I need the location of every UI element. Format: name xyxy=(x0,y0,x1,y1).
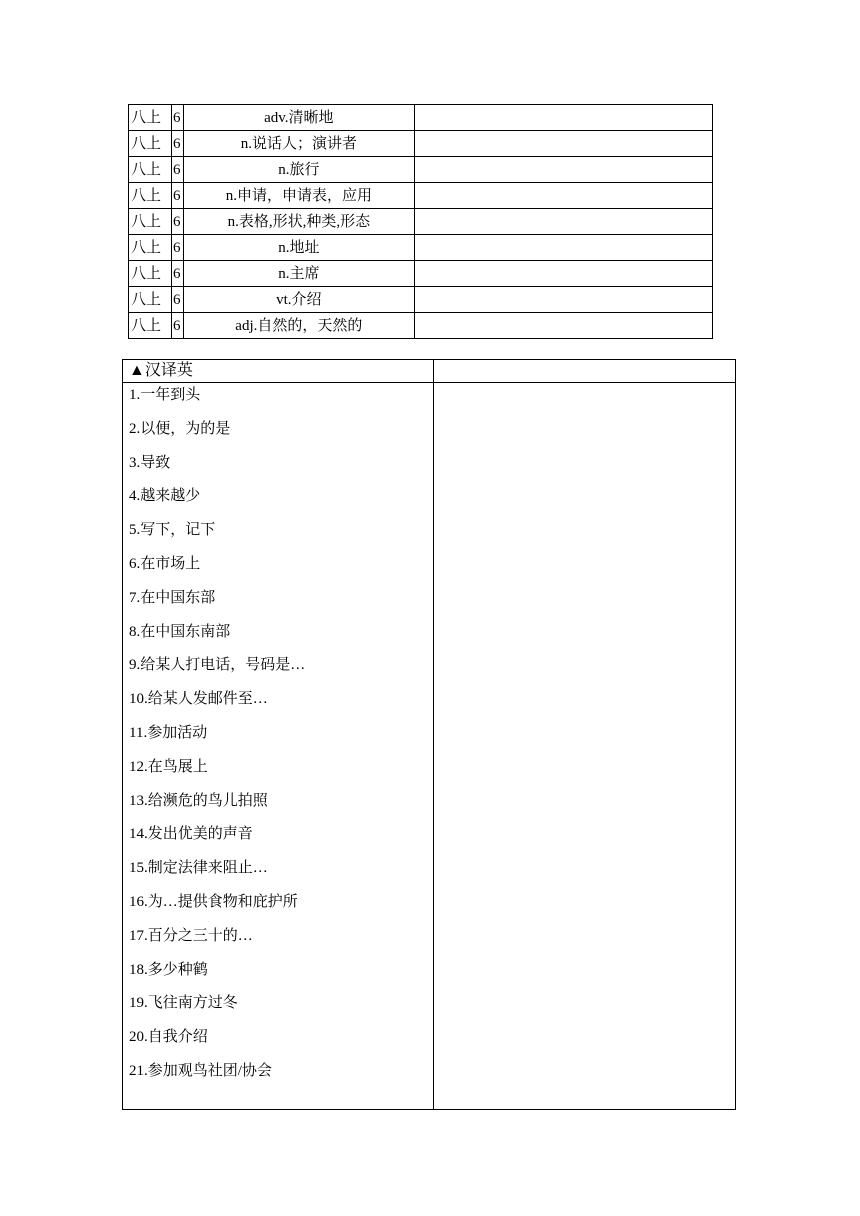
meaning-cell: vt.介绍 xyxy=(183,287,414,313)
phrase-item: 2.以便，为的是 xyxy=(129,420,231,437)
vocabulary-table-body xyxy=(129,105,713,339)
answer-area[interactable] xyxy=(433,383,735,1110)
phrase-item: 1.一年到头 xyxy=(129,387,201,403)
phrase-item: 21.参加观鸟社团/协会 xyxy=(129,1062,272,1079)
phrase-item: 5.写下，记下 xyxy=(129,522,216,539)
vocab-row xyxy=(129,209,713,235)
phrase-item: 16.为…提供食物和庇护所 xyxy=(129,893,298,910)
unit-cell: 6 xyxy=(171,235,183,261)
meaning-cell: n.说话人；演讲者 xyxy=(183,131,414,157)
translation-header-row xyxy=(123,360,736,383)
unit-cell: 6 xyxy=(171,287,183,313)
answer-cell[interactable] xyxy=(414,313,712,339)
answer-cell[interactable] xyxy=(414,157,712,183)
phrase-item: 7.在中国东部 xyxy=(129,589,216,606)
unit-cell: 6 xyxy=(171,131,183,157)
vocab-row xyxy=(129,105,713,131)
translation-header-answer-cell xyxy=(433,360,735,383)
phrase-item: 12.在鸟展上 xyxy=(129,758,208,775)
phrase-item: 10.给某人发邮件至… xyxy=(129,691,268,708)
grade-cell: 八上 xyxy=(129,313,172,339)
grade-cell: 八上 xyxy=(129,157,172,183)
vocab-row xyxy=(129,287,713,313)
grade-cell: 八上 xyxy=(129,261,172,287)
phrase-item: 3.导致 xyxy=(129,454,171,471)
translation-table xyxy=(122,359,736,1110)
meaning-cell: n.申请，申请表，应用 xyxy=(183,183,414,209)
phrase-item: 11.参加活动 xyxy=(129,724,208,741)
phrase-item: 18.多少种鹤 xyxy=(129,961,208,978)
unit-cell: 6 xyxy=(171,157,183,183)
unit-cell: 6 xyxy=(171,313,183,339)
vocab-row xyxy=(129,313,713,339)
grade-cell: 八上 xyxy=(129,131,172,157)
grade-cell: 八上 xyxy=(129,235,172,261)
translation-body-row xyxy=(123,383,736,1110)
phrase-item: 6.在市场上 xyxy=(129,555,201,572)
unit-cell: 6 xyxy=(171,209,183,235)
meaning-cell: adv.清晰地 xyxy=(183,105,414,131)
phrase-item: 19.飞往南方过冬 xyxy=(129,995,238,1012)
vocab-row xyxy=(129,261,713,287)
vocab-row xyxy=(129,183,713,209)
grade-cell: 八上 xyxy=(129,287,172,313)
unit-cell: 6 xyxy=(171,183,183,209)
grade-cell: 八上 xyxy=(129,105,172,131)
grade-cell: 八上 xyxy=(129,209,172,235)
answer-cell[interactable] xyxy=(414,131,712,157)
vocab-row xyxy=(129,131,713,157)
grade-cell: 八上 xyxy=(129,183,172,209)
answer-cell[interactable] xyxy=(414,105,712,131)
unit-cell: 6 xyxy=(171,105,183,131)
answer-cell[interactable] xyxy=(414,183,712,209)
answer-cell[interactable] xyxy=(414,261,712,287)
meaning-cell: n.主席 xyxy=(183,261,414,287)
phrase-item: 15.制定法律来阻止… xyxy=(129,860,268,877)
meaning-cell: adj.自然的，天然的 xyxy=(183,313,414,339)
phrase-item: 20.自我介绍 xyxy=(129,1029,208,1046)
phrase-item: 9.给某人打电话，号码是… xyxy=(129,657,306,674)
answer-cell[interactable] xyxy=(414,287,712,313)
answer-cell[interactable] xyxy=(414,235,712,261)
phrase-item: 17.百分之三十的… xyxy=(129,927,253,944)
phrase-item: 8.在中国东南部 xyxy=(129,623,231,640)
phrase-item: 14.发出优美的声音 xyxy=(129,826,253,843)
meaning-cell: n.地址 xyxy=(183,235,414,261)
unit-cell: 6 xyxy=(171,261,183,287)
meaning-cell: n.表格,形状,种类,形态 xyxy=(183,209,414,235)
vocabulary-table xyxy=(128,104,713,339)
phrase-item: 13.给濒危的鸟儿拍照 xyxy=(129,792,268,809)
phrase-item: 4.越来越少 xyxy=(129,488,201,505)
phrase-list xyxy=(123,383,434,1110)
translation-section-header: ▲汉译英 xyxy=(123,360,434,383)
meaning-cell: n.旅行 xyxy=(183,157,414,183)
vocab-row xyxy=(129,157,713,183)
vocab-row xyxy=(129,235,713,261)
answer-cell[interactable] xyxy=(414,209,712,235)
